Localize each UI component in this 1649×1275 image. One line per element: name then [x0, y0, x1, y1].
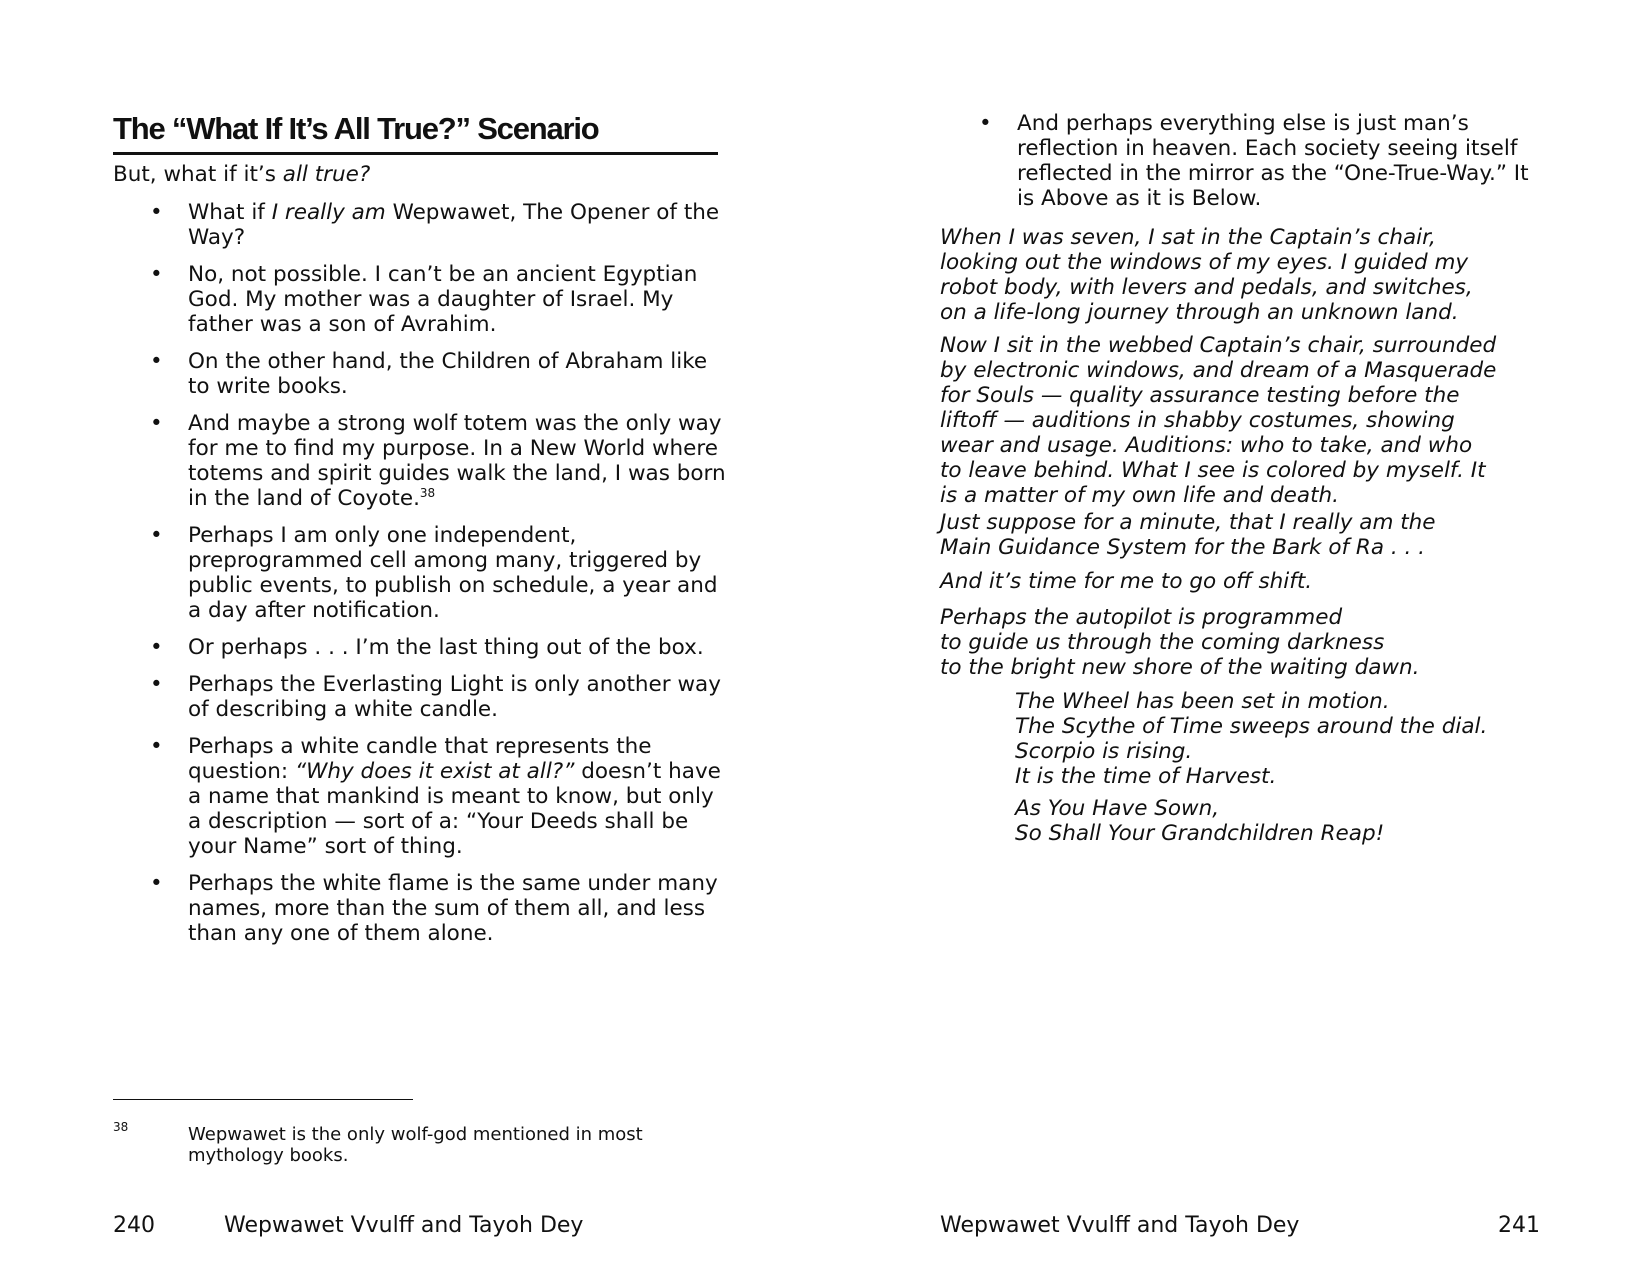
bullet-icon: •: [150, 734, 163, 759]
list-item: • And perhaps everything else is just man’s reflection in heaven. Each society seeing itself reflected in the mirror as the “One-True-Way.” It is Above as it is Below.: [979, 111, 1529, 211]
footnote-text: Wepwawet is the only wolf-god mentioned in most mythology books.: [188, 1124, 643, 1166]
italic-paragraph: When I was seven, I sat in the Captain’s chair, looking out the windows of my eyes. I guided my robot body, with levers and pedals, and switches, on a life-long journey through an unknown land.: [940, 225, 1473, 325]
list-item: • Or perhaps . . . I’m the last thing out of the box.: [150, 635, 704, 660]
bullet-icon: •: [150, 262, 163, 287]
footnote-reference[interactable]: 38: [419, 485, 436, 500]
bullet-icon: •: [150, 672, 163, 697]
bullet-icon: •: [150, 349, 163, 374]
list-item: • Perhaps the white flame is the same under many names, more than the sum of them all, and less than any one of them alone.: [150, 871, 718, 946]
list-item: • Perhaps a white candle that represents the question: “Why does it exist at all?” doesn’t have a name that mankind is meant to know, but only a description — sort of a: “Your Deeds shall be your Name” sort of thing.: [150, 734, 721, 859]
bullet-icon: •: [979, 111, 992, 136]
page-number-left: 240: [113, 1213, 155, 1238]
section-heading: The “What If It’s All True?” Scenario: [113, 108, 718, 155]
italic-paragraph: Just suppose for a minute, that I really am the Main Guidance System for the Bark of Ra . . .: [940, 510, 1436, 560]
footnote-number: 38: [113, 1120, 129, 1134]
italic-paragraph: Now I sit in the webbed Captain’s chair, surrounded by electronic windows, and dream of a Masquerade for Souls — quality assurance testing before the liftoff — auditions in shabby costumes, showing wear and usage. Auditions: who to take, and who to leave behind. What I see is colored by myself. It is a matter of my own life and death.: [940, 333, 1497, 508]
footnote-divider: [113, 1099, 413, 1100]
intro-plain: But, what if it’s: [113, 162, 283, 187]
left-page: [0, 0, 824, 1275]
list-item: • What if I really am Wepwawet, The Opener of the Way?: [150, 200, 720, 250]
list-item: • On the other hand, the Children of Abraham like to write books.: [150, 349, 708, 399]
list-item: • Perhaps the Everlasting Light is only another way of describing a white candle.: [150, 672, 721, 722]
verse-stanza: As You Have Sown, So Shall Your Grandchildren Reap!: [1015, 796, 1385, 846]
italic-paragraph: And it’s time for me to go off shift.: [940, 569, 1313, 594]
bullet-icon: •: [150, 200, 163, 225]
list-item: • And maybe a strong wolf totem was the only way for me to find my purpose. In a New World where totems and spirit guides walk the land, I was born in the land of Coyote.$^{38}$: [150, 411, 726, 511]
running-title-left: Wepwawet Vvulff and Tayoh Dey: [224, 1213, 584, 1238]
right-page: [824, 0, 1649, 1275]
intro-italic: all true?: [282, 162, 371, 187]
continued-bullet-list: [979, 111, 1547, 211]
list-item: • No, not possible. I can’t be an ancient Egyptian God. My mother was a daughter of Israel. My father was a son of Avrahim.: [150, 262, 698, 337]
bullet-icon: •: [150, 411, 163, 436]
running-title-right: Wepwawet Vvulff and Tayoh Dey: [940, 1213, 1300, 1238]
scenario-bullet-list: [150, 200, 728, 958]
intro-line: [113, 162, 370, 187]
italic-paragraph: Perhaps the autopilot is programmed to guide us through the coming darkness to the bright new shore of the waiting dawn.: [940, 605, 1420, 680]
verse-stanza: The Wheel has been set in motion. The Scythe of Time sweeps around the dial. Scorpio is rising. It is the time of Harvest.: [1015, 689, 1488, 789]
bullet-icon: •: [150, 635, 163, 660]
bullet-icon: •: [150, 523, 163, 548]
list-item: • Perhaps I am only one independent, preprogrammed cell among many, triggered by public events, to publish on schedule, a year and a day after notification.: [150, 523, 718, 623]
page-number-right: 241: [1498, 1213, 1540, 1238]
bullet-icon: •: [150, 871, 163, 896]
